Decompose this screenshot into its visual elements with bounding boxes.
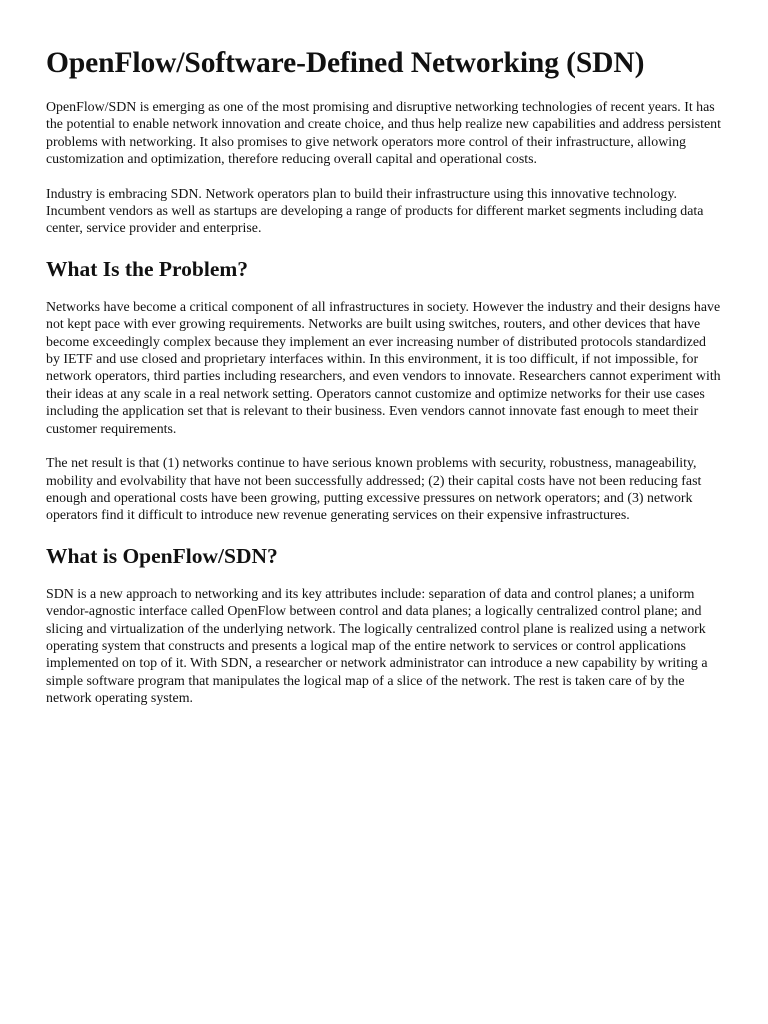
problem-paragraph-1: Networks have become a critical component of all infrastructures in society. However the industry and their designs have not kept pace with ever growing requirements. Networks are built using switches, routers, and other devices that have become exceedingly complex because they implement an ever increasing number of distributed protocols standardized by IETF and use closed and proprietary interfaces within. In this environment, it is too difficult, if not impossible, for network operators, third parties including researchers, and even vendors to innovate. Researchers cannot experiment with their ideas at any scale in a real network setting. Operators cannot customize and optimize networks for their use cases including the application set that is relevant to their business. Even vendors cannot innovate fast enough to meet their customer requirements. — [46, 299, 721, 437]
openflow-sdn-paragraph-1: SDN is a new approach to networking and its key attributes include: separation of data and control planes; a uniform vendor-agnostic interface called OpenFlow between control and data planes; a logically centralized control plane; and slicing and virtualization of the underlying network. The logically centralized control plane is realized using a network operating system that constructs and presents a logical map of the entire network to services or control applications implemented on top of it. With SDN, a researcher or network administrator can introduce a new capability by writing a simple software program that manipulates the logical map of a slice of the network. The rest is taken care of by the network operating system. — [46, 586, 708, 707]
page-title: OpenFlow/Software-Defined Networking (SDN) — [46, 47, 645, 79]
problem-paragraph-2: The net result is that (1) networks continue to have serious known problems with security, robustness, manageability, mobility and evolvability that have not been successfully addressed; (2) their capital costs have not been reducing fast enough and operational costs have been growing, putting excessive pressures on network operators; and (3) network operators find it difficult to introduce new revenue generating services on their expensive infrastructures. — [46, 456, 702, 524]
intro-paragraph-2: Industry is embracing SDN. Network operators plan to build their infrastructure using this innovative technology. Incumbent vendors as well as startups are developing a range of products for different market segments including data center, service provider and enterprise. — [46, 186, 704, 237]
section-heading-problem: What Is the Problem? — [46, 256, 249, 281]
intro-paragraph-1: OpenFlow/SDN is emerging as one of the most promising and disruptive networking technologies of recent years. It has the potential to enable network innovation and create choice, and thus help realize new capabilities and address persistent problems with networking. It also promises to give network operators more control of their infrastructure, allowing customization and optimization, therefore reducing overall capital and operational costs. — [46, 100, 721, 168]
section-heading-openflow-sdn: What is OpenFlow/SDN? — [46, 543, 278, 568]
